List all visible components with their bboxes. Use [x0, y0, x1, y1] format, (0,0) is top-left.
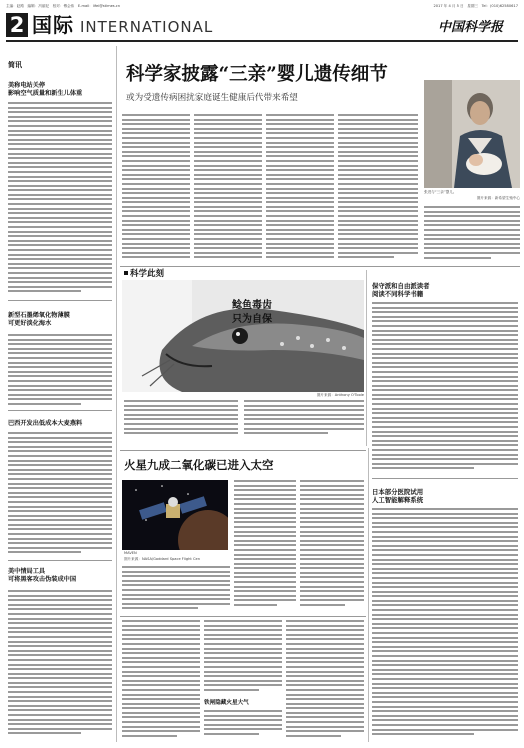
- left-item4-title: 美中情局工具 可将黑客攻击伪装成中国: [8, 568, 77, 583]
- science-photo-credit: 图片来源：Anthony O'Toole: [316, 393, 364, 397]
- maven-credit: 图片来源：NASA/Goddard Space Flight Cen: [124, 557, 200, 561]
- co2-body-col3: [300, 480, 364, 612]
- main-body-col3: [266, 114, 334, 264]
- left-item2-title: 新型石墨烯氧化物薄膜 可更好淡化海水: [8, 312, 70, 327]
- co2-top-rule: [120, 450, 366, 451]
- main-body-col4: [338, 114, 418, 264]
- main-body-col5: [424, 206, 520, 262]
- science-photo-title-2: 只为自保: [232, 314, 272, 325]
- co2-subsection-title: 铁闸隐藏火星大气: [204, 700, 249, 706]
- science-photo-title-1: 鲶鱼毒齿: [232, 300, 272, 311]
- science-rule: [366, 270, 367, 446]
- masthead-date-line: 2017 年 4 月 5 日 星期三 Tel：(010)62580617: [433, 4, 518, 8]
- left-divider-3: [8, 560, 112, 561]
- right-item1-text: [372, 302, 518, 474]
- co2-mid-rule: [120, 616, 366, 617]
- main-subheadline: 或为受遗传病困扰家庭诞生健康后代带来希望: [126, 93, 298, 103]
- lower-right-rule: [368, 448, 369, 742]
- co2-body-col1: [122, 566, 230, 612]
- left-column-rule: [116, 46, 117, 742]
- masthead-top-line: 主编：赵路 编辑：冯丽妃 校对：傅会伟 E-mail：lifei@stimes.cn: [6, 4, 121, 8]
- digest-label: 简讯: [8, 60, 22, 69]
- paper-name-logo: 中国科学报: [438, 20, 504, 35]
- co2-body-col2: [234, 480, 296, 612]
- section-title-cn: 国际: [32, 13, 74, 37]
- main-story-bottom-rule: [120, 266, 520, 267]
- co2-lower-col2b: [204, 710, 282, 740]
- co2-lower-col1: [122, 620, 200, 740]
- masthead-rule: [6, 40, 518, 42]
- main-body-col1: [122, 114, 190, 264]
- left-item3-title: 巴西开发出低成本大麦燕料: [8, 420, 83, 427]
- left-divider-2: [8, 410, 112, 411]
- main-body-col2: [194, 114, 262, 264]
- main-photo-credit: 图片来源：新希望生殖中心: [476, 196, 520, 200]
- main-story-photo: [424, 80, 520, 188]
- left-item2-text: [8, 334, 112, 406]
- main-photo-caption: 张进与“三亲”婴儿。: [424, 190, 457, 194]
- left-divider-1: [8, 300, 112, 301]
- co2-lower-col3: [286, 620, 364, 740]
- right-item2-title: 日本部分医院试用 人工智能解释系统: [372, 488, 424, 504]
- left-item4-text: [8, 590, 112, 740]
- left-item3-text: [8, 432, 112, 558]
- right-divider: [372, 478, 518, 479]
- science-caption-col1: [124, 400, 238, 440]
- science-caption-col2: [244, 400, 364, 440]
- co2-headline: 火星九成二氧化碳已进入太空: [124, 458, 274, 472]
- left-item1-title: 美称电站关停 影响空气质量和新生儿体重: [8, 82, 83, 97]
- right-item1-title: 保守派和自由派读者 阅读不同科学书籍: [372, 282, 430, 298]
- co2-lower-col2: [204, 620, 282, 696]
- section-title-en: INTERNATIONAL: [80, 18, 214, 36]
- main-headline: 科学家披露“三亲”婴儿遗传细节: [126, 64, 388, 85]
- left-item1-text: [8, 102, 112, 298]
- science-moment-label: [124, 268, 164, 280]
- maven-image: [122, 480, 228, 550]
- spacecraft-image: [122, 480, 228, 550]
- doctor-with-baby-image: [424, 80, 520, 188]
- right-item2-text: [372, 508, 518, 740]
- page-number-box: 2: [6, 13, 28, 37]
- science-moment-marker: [124, 271, 128, 275]
- maven-label: MAVEN: [124, 551, 137, 555]
- science-moment-label-text: 科学此刻: [130, 269, 165, 279]
